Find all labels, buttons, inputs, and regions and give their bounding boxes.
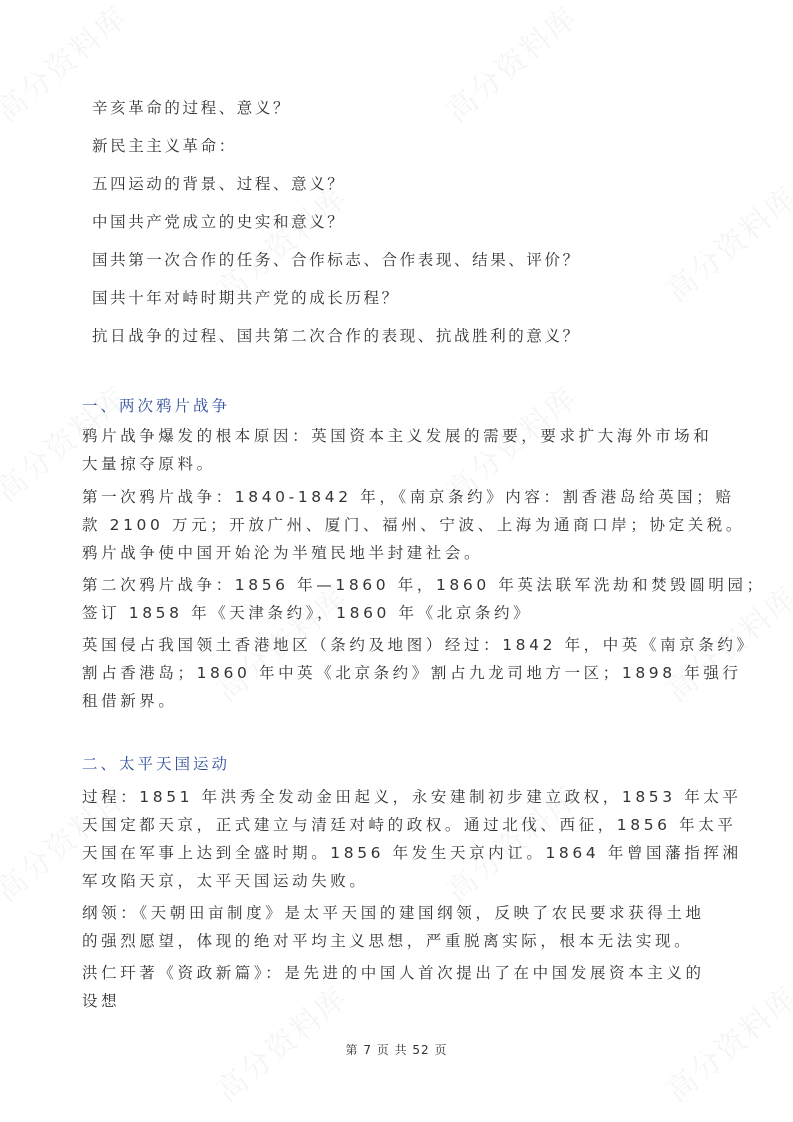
- text-line: 鸦片战争爆发的根本原因：英国资本主义发展的需要，要求扩大海外市场和: [82, 427, 713, 445]
- text-line: 大量掠夺原料。: [82, 455, 216, 473]
- text-line: 设想: [82, 992, 121, 1010]
- paragraph: [82, 899, 705, 955]
- text-line: 签订 1858 年《天津条约》，1860 年《北京条约》: [82, 604, 533, 622]
- text-line: 军攻陷天京，太平天国运动失败。: [82, 872, 369, 890]
- text-line: 款 2100 万元；开放广州、厦门、福州、宁波、上海为通商口岸；协定关税。: [82, 516, 746, 534]
- text-line: 租借新界。: [82, 692, 178, 710]
- question-line: 辛亥革命的过程、意义？: [92, 99, 292, 117]
- paragraph: [82, 571, 766, 627]
- text-line: 天国定都天京，正式建立与清廷对峙的政权。通过北伐、西征，1856 年太平: [82, 816, 737, 834]
- text-line: 的强烈愿望，体现的绝对平均主义思想，严重脱离实际，根本无法实现。: [82, 932, 694, 950]
- text-line: 过程：1851 年洪秀全发动金田起义，永安建制初步建立政权，1853 年太平: [82, 788, 742, 806]
- text-line: 鸦片战争使中国开始沦为半殖民地半封建社会。: [82, 544, 484, 562]
- text-line: 第一次鸦片战争：1840-1842 年，《南京条约》内容：割香港岛给英国；赔: [82, 488, 735, 506]
- paragraph: [82, 631, 756, 715]
- question-line: 抗日战争的过程、国共第二次合作的表现、抗战胜利的意义？: [92, 327, 581, 345]
- paragraph: [82, 959, 705, 1015]
- question-line: 国共第一次合作的任务、合作标志、合作表现、结果、评价？: [92, 251, 581, 269]
- watermark-text: [655, 174, 793, 311]
- paragraph: [82, 783, 742, 895]
- question-line: 新民主主义革命：: [92, 137, 237, 155]
- section-heading-opium-wars: 一、两次鸦片战争: [82, 397, 231, 415]
- question-line: 五四运动的背景、过程、意义？: [92, 175, 346, 193]
- text-line: 割占香港岛；1860 年中英《北京条约》割占九龙司地方一区；1898 年强行: [82, 664, 742, 682]
- watermark-text: [435, 0, 586, 130]
- text-line: 天国在军事上达到全盛时期。1856 年发生天京内讧。1864 年曾国藩指挥湘: [82, 844, 742, 862]
- question-line: 中国共产党成立的史实和意义？: [92, 213, 346, 231]
- text-line: 第二次鸦片战争：1856 年—1860 年，1860 年英法联军洗劫和焚毁圆明园；: [82, 576, 766, 594]
- section-heading-taiping: 二、太平天国运动: [82, 755, 231, 773]
- question-line: 国共十年对峙时期共产党的成长历程？: [92, 289, 400, 307]
- text-line: 英国侵占我国领土香港地区（条约及地图）经过：1842 年，中英《南京条约》: [82, 636, 756, 654]
- paragraph: [82, 483, 745, 567]
- paragraph: [82, 422, 712, 478]
- text-line: 洪仁玕著《资政新篇》：是先进的中国人首次提出了在中国发展资本主义的: [82, 964, 705, 982]
- page-number: 第 7 页 共 52 页: [345, 1043, 448, 1057]
- text-line: 纲领：《天朝田亩制度》是太平天国的建国纲领，反映了农民要求获得土地: [82, 904, 705, 922]
